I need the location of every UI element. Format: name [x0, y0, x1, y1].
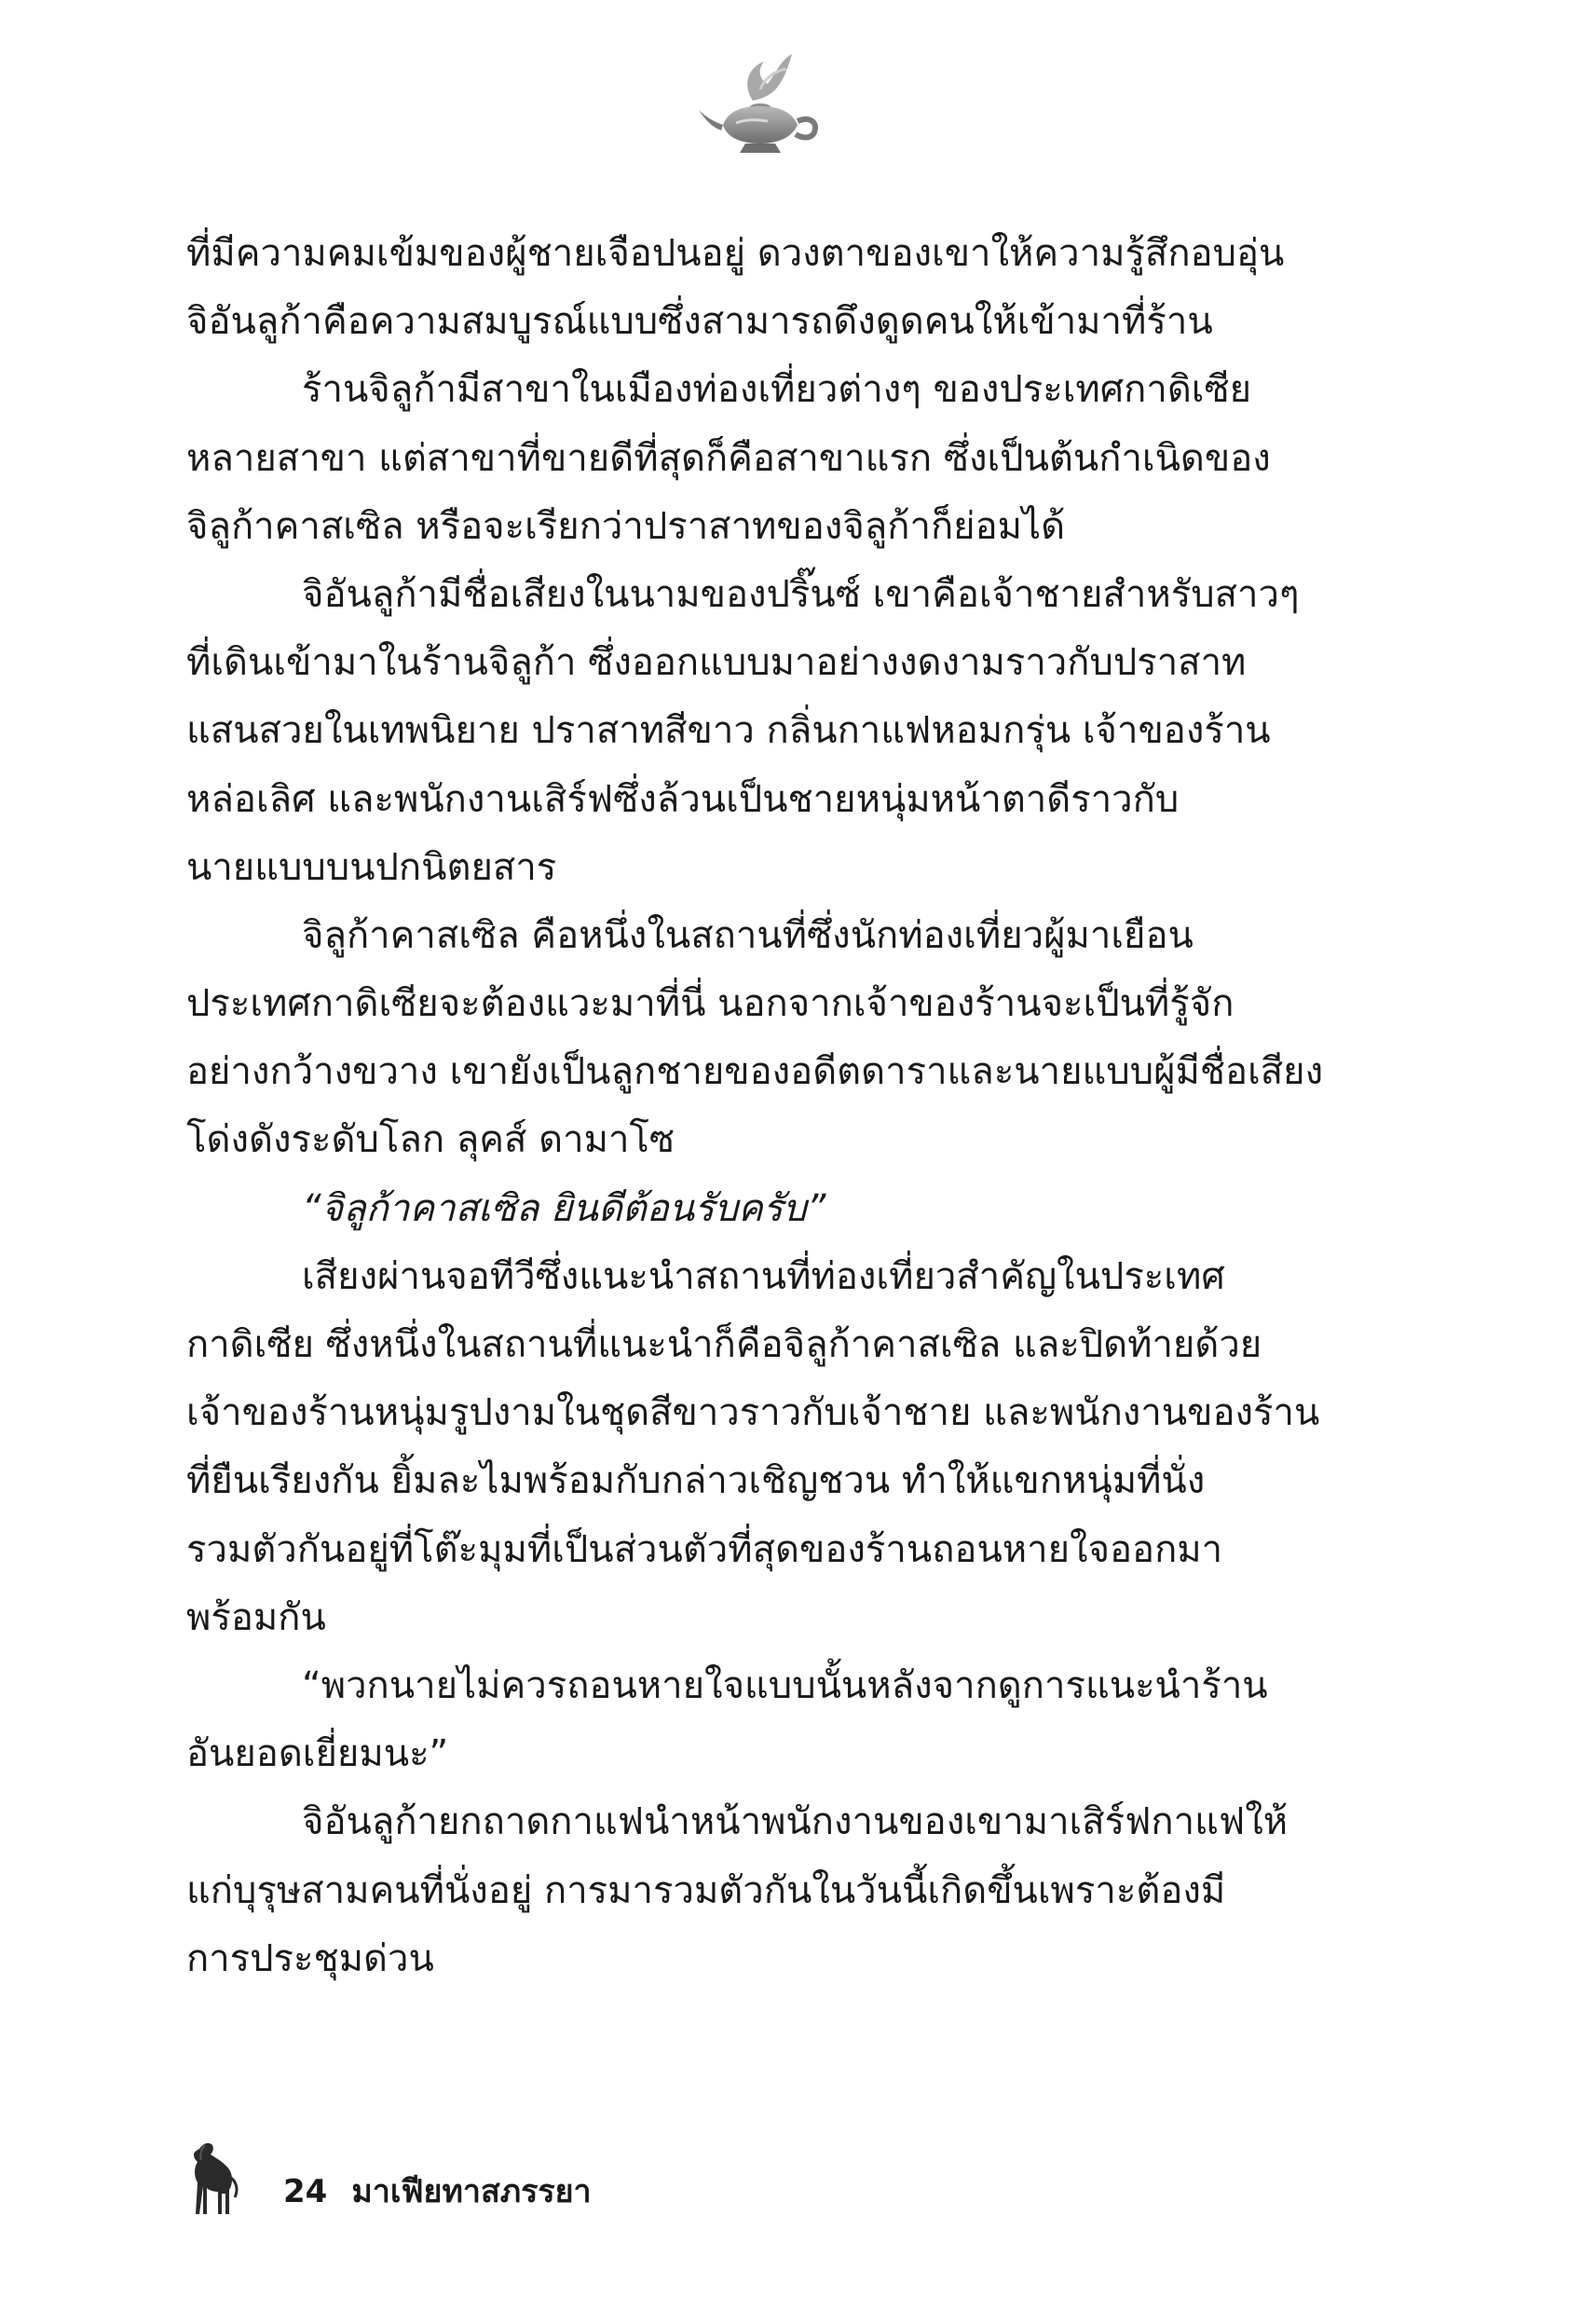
text-line: กาดิเซีย ซึ่งหนึ่งในสถานที่แนะนำก็คือจิลูก้าคาสเซิล และปิดท้ายด้วย — [186, 1323, 1262, 1366]
quoted-line: “จิลูก้าคาสเซิล ยินดีต้อนรับครับ” — [302, 1186, 826, 1230]
text-line: อย่างกว้างขวาง เขายังเป็นลูกชายของอดีตดาราและนายแบบผู้มีชื่อเสียง — [186, 1050, 1324, 1094]
book-title: มาเฟียทาสภรรยา — [351, 2173, 592, 2210]
text-line: หล่อเลิศ และพนักงานเสิร์ฟซึ่งล้วนเป็นชายหนุ่มหน้าตาดีราวกับ — [186, 777, 1180, 821]
text-line: เสียงผ่านจอทีวีซึ่งแนะนำสถานที่ท่องเที่ยวสำคัญในประเทศ — [302, 1254, 1225, 1298]
text-line: นายแบบบนปกนิตยสาร — [186, 845, 557, 889]
text-line: เจ้าของร้านหนุ่มรูปงามในชุดสีขาวราวกับเจ้าชาย และพนักงานของร้าน — [186, 1391, 1320, 1435]
text-line: จิอันลูก้ายกถาดกาแฟนำหน้าพนักงานของเขามาเสิร์ฟกาแฟให้ — [302, 1800, 1289, 1844]
text-line: จิอันลูก้ามีชื่อเสียงในนามของปริ๊นซ์ เขาคือเจ้าชายสำหรับสาวๆ — [302, 572, 1300, 616]
page-number: 24 — [283, 2173, 328, 2210]
text-line: จิลูก้าคาสเซิล หรือจะเรียกว่าปราสาทของจิลูก้าก็ย่อมได้ — [186, 504, 1066, 548]
text-line: พร้อมกัน — [186, 1595, 326, 1639]
text-line: ร้านจิลูก้ามีสาขาในเมืองท่องเที่ยวต่างๆ ของประเทศกาดิเซีย — [302, 368, 1252, 412]
text-line: หลายสาขา แต่สาขาที่ขายดีที่สุดก็คือสาขาแรก ซึ่งเป็นต้นกำเนิดของ — [186, 436, 1271, 480]
body-text — [186, 220, 1425, 1993]
text-line: การประชุมด่วน — [186, 1936, 434, 1980]
magic-lamp-icon — [695, 47, 825, 163]
page-footer — [186, 2134, 932, 2218]
text-line: จิลูก้าคาสเซิล คือหนึ่งในสถานที่ซึ่งนักท่องเที่ยวผู้มาเยือน — [302, 913, 1194, 957]
text-line: ที่เดินเข้ามาในร้านจิลูก้า ซึ่งออกแบบมาอย่างงดงามราวกับปราสาท — [186, 641, 1247, 685]
text-line: ประเทศกาดิเซียจะต้องแวะมาที่นี่ นอกจากเจ้าของร้านจะเป็นที่รู้จัก — [186, 982, 1235, 1026]
text-line: ที่มีความคมเข้มของผู้ชายเจือปนอยู่ ดวงตาของเขาให้ความรู้สึกอบอุ่น — [186, 232, 1285, 275]
text-line: รวมตัวกันอยู่ที่โต๊ะมุมที่เป็นส่วนตัวที่สุดของร้านถอนหายใจออกมา — [186, 1527, 1223, 1571]
text-line: แก่บุรุษสามคนที่นั่งอยู่ การมารวมตัวกันในวันนี้เกิดขึ้นเพราะต้องมี — [186, 1868, 1226, 1912]
horse-icon — [186, 2140, 242, 2218]
text-line: ที่ยืนเรียงกัน ยิ้มละไมพร้อมกับกล่าวเชิญชวน ทำให้แขกหนุ่มที่นั่ง — [186, 1459, 1206, 1503]
text-line: อันยอดเยี่ยมนะ” — [186, 1732, 449, 1776]
text-line: แสนสวยในเทพนิยาย ปราสาทสีขาว กลิ่นกาแฟหอมกรุ่น เจ้าของร้าน — [186, 709, 1271, 753]
text-line: โด่งดังระดับโลก ลุคส์ ดามาโซ — [186, 1118, 675, 1162]
text-line: “พวกนายไม่ควรถอนหายใจแบบนั้นหลังจากดูการแนะนำร้าน — [302, 1663, 1268, 1707]
text-line: จิอันลูก้าคือความสมบูรณ์แบบซึ่งสามารถดึงดูดคนให้เข้ามาที่ร้าน — [186, 300, 1213, 344]
